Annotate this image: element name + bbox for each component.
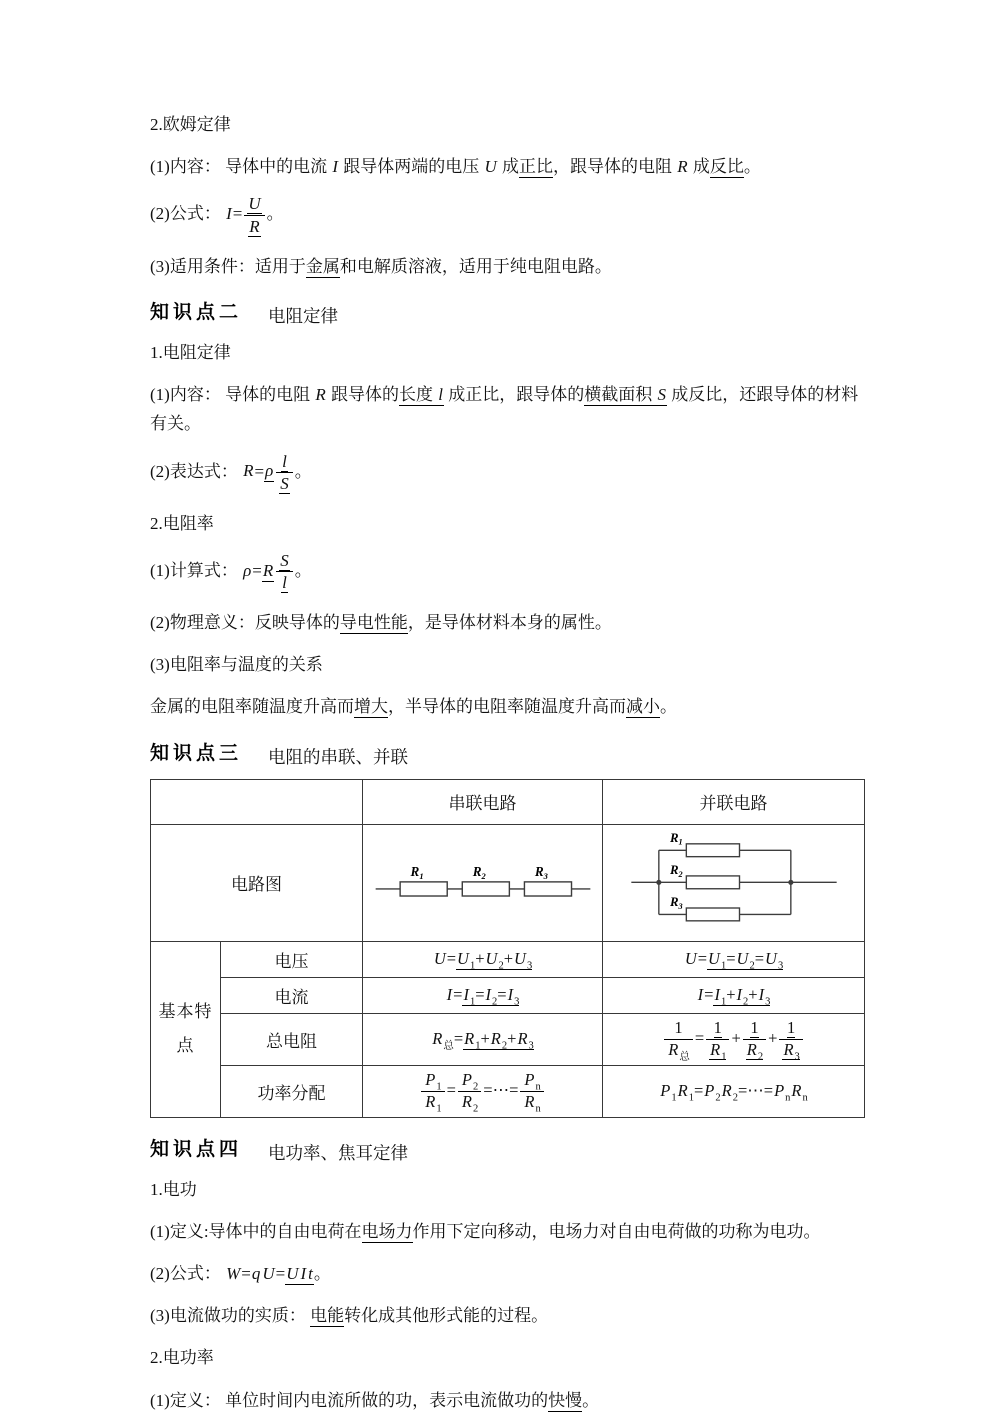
para-ohm-content: (1)内容： 导体中的电流 I 跟导体两端的电压 U 成正比，跟导体的电阻 R 成反比。 [150, 157, 761, 177]
series-circuit-diagram-cell [363, 824, 603, 941]
series-circuit-diagram [370, 852, 596, 908]
para-resistance-law-content: (1)内容： 导体的电阻 R 跟导体的长度 l 成正比，跟导体的横截面积 S 成反比，还跟导体的材料有关。 [150, 385, 859, 434]
parallel-circuit-diagram [624, 830, 844, 931]
para-electric-power-heading: 2.电功率 [150, 1348, 214, 1368]
para-resistance-law-heading: 1.电阻定律 [150, 342, 231, 362]
knowledge-point-3 [150, 738, 866, 765]
knowledge-point-2-title: 电阻定律 [268, 305, 339, 326]
parallel-resistor-1-label: $R_1$ [669, 830, 683, 847]
parallel-resistor-3-label: $R_3$ [669, 894, 683, 911]
series-resistor-1-label: $R_1$ [410, 864, 424, 882]
knowledge-point-3-title: 电阻的串联、并联 [268, 746, 409, 767]
series-parallel-table [150, 779, 865, 1118]
series-resistor-3-label: $R_3$ [534, 864, 548, 882]
left-junction-dot [656, 879, 661, 884]
parallel-resistor-2-label: $R_2$ [669, 862, 683, 879]
header-blank-cell [151, 779, 363, 824]
power-row-label: 功率分配 [221, 1065, 363, 1117]
knowledge-point-4-title: 电功率、焦耳定律 [268, 1142, 409, 1163]
power-parallel-formula: $P_1R_1=P_2R_2=\cdots=P_nR_n$ [603, 1065, 865, 1117]
table-power-row [151, 1065, 865, 1117]
knowledge-point-2-label: 知识点二 [150, 301, 243, 323]
header-parallel-cell: 并联电路 [603, 779, 865, 824]
table-diagram-row [151, 824, 865, 941]
knowledge-point-4-label: 知识点四 [150, 1138, 243, 1160]
parallel-circuit-diagram-cell [603, 824, 865, 941]
para-resistance-law-formula: (2)表达式： R=ρ $\frac{l}{S}$ 。 [150, 451, 312, 494]
para-ohm-formula: (2)公式： I= $\frac{U}{R}$ 。 [150, 194, 284, 237]
power-series-formula: $\frac{P_1}{R_1}$ = $\frac{P_2}{R_2}$ =⋯= $\frac{P_n}{R_n}$ [363, 1065, 603, 1117]
resistance-parallel-formula: $\frac{1}{R_总}$ = $\frac{1}{R_1}$ + $\frac{1}{R_2}$ + $\frac{1}{R_3}$ [603, 1013, 865, 1065]
table-voltage-row [151, 941, 865, 977]
current-parallel-formula: $I=I_1+I_2+I_3$ [603, 977, 865, 1013]
para-resistivity-formula: (1)计算式： ρ=R $\frac{S}{l}$ 。 [150, 550, 312, 593]
table-header-row [151, 779, 865, 824]
header-series-cell: 串联电路 [363, 779, 603, 824]
para-electric-work-essence: (3)电流做功的实质： 电能转化成其他形式能的过程。 [150, 1306, 549, 1326]
document-content [150, 110, 866, 1414]
para-resistivity-temperature: (3)电阻率与温度的关系 [150, 655, 323, 675]
para-electric-power-definition: (1)定义： 单位时间内电流所做的功，表示电流做功的快慢。 [150, 1390, 600, 1410]
diagram-row-label: 电路图 [151, 824, 363, 941]
para-resistivity-heading: 2.电阻率 [150, 513, 214, 533]
voltage-row-label: 电压 [221, 941, 363, 977]
basic-features-label: 基本特点 [151, 941, 221, 1117]
current-row-label: 电流 [221, 977, 363, 1013]
voltage-series-formula: $U=U_1+U_2+U_3$ [363, 941, 603, 977]
voltage-parallel-formula: $U=U_1=U_2=U_3$ [603, 941, 865, 977]
series-resistor-2-label: $R_2$ [472, 864, 486, 882]
resistance-series-formula: $R_总=R_1+R_2+R_3$ [363, 1013, 603, 1065]
knowledge-point-4 [150, 1134, 866, 1161]
knowledge-point-2 [150, 297, 866, 324]
table-resistance-row [151, 1013, 865, 1065]
knowledge-point-3-label: 知识点三 [150, 742, 243, 764]
resistance-row-label: 总电阻 [221, 1013, 363, 1065]
para-resistivity-temperature-detail: 金属的电阻率随温度升高而增大，半导体的电阻率随温度升高而减小。 [150, 697, 677, 717]
para-resistivity-meaning: (2)物理意义：反映导体的导电性能，是导体材料本身的属性。 [150, 612, 612, 632]
current-series-formula: $I=I_1=I_2=I_3$ [363, 977, 603, 1013]
table-current-row [151, 977, 865, 1013]
para-electric-work-formula: (2)公式： W=q U=U I t。 [150, 1263, 331, 1283]
para-ohm-conditions: (3)适用条件：适用于金属和电解质溶液，适用于纯电阻电路。 [150, 256, 612, 276]
para-ohm-heading: 2.欧姆定律 [150, 115, 231, 134]
para-electric-work-definition: (1)定义:导体中的自由电荷在电场力作用下定向移动，电场力对自由电荷做的功称为电功。 [150, 1221, 821, 1241]
right-junction-dot [788, 879, 793, 884]
para-electric-work-heading: 1.电功 [150, 1179, 197, 1199]
